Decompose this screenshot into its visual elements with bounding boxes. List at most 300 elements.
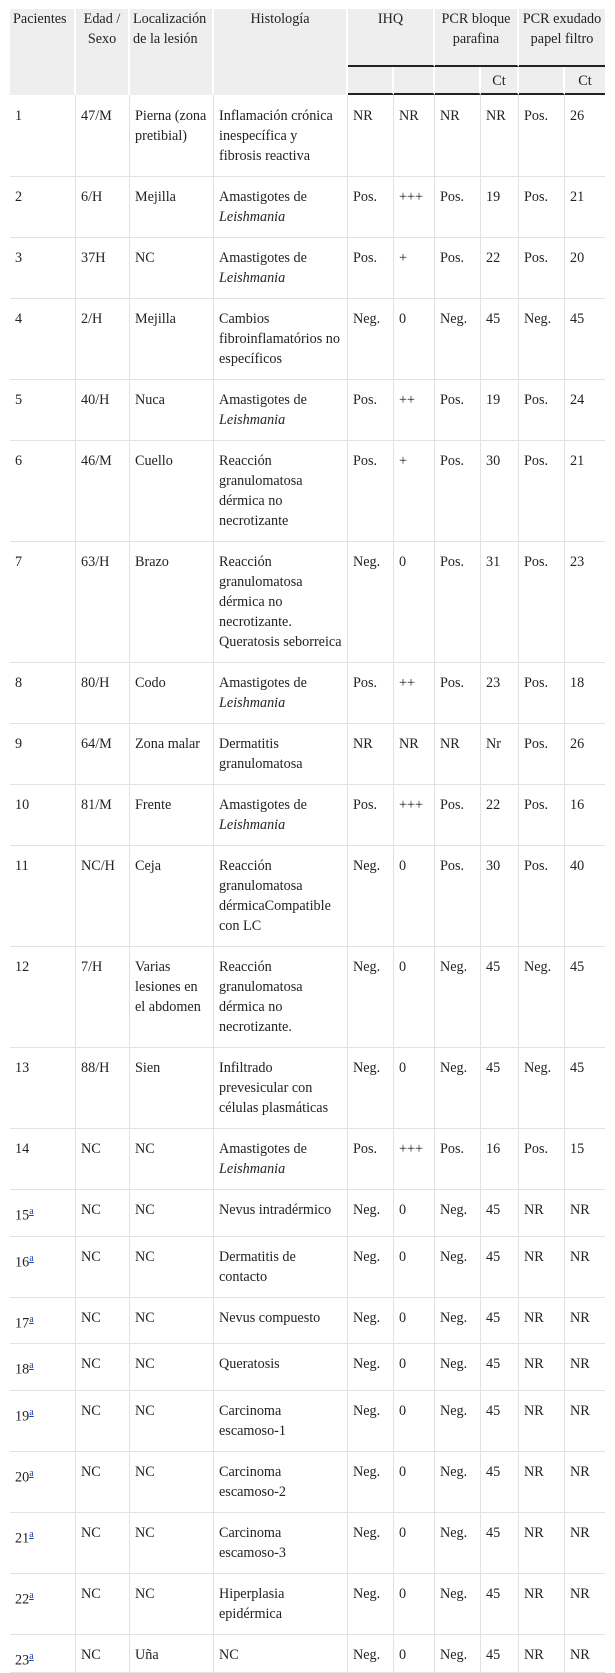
cell-ihq-grado: ++ xyxy=(394,380,435,441)
cell-paciente xyxy=(10,380,76,441)
cell-pcr-parafina: Neg. xyxy=(435,299,481,380)
cell-localizacion: NC xyxy=(130,1574,214,1635)
cell-histologia xyxy=(214,1048,348,1129)
cell-pcr-parafina: NR xyxy=(435,95,481,177)
header-edad-sexo: Edad / Sexo xyxy=(76,9,130,95)
cell-paciente xyxy=(10,441,76,542)
cell-pcr-exudado: Neg. xyxy=(519,947,565,1048)
cell-ct-exudado: NR xyxy=(565,1635,605,1673)
footnote-link[interactable]: a xyxy=(29,1206,34,1217)
table-row xyxy=(10,1298,605,1345)
cell-ihq-grado: 0 xyxy=(394,947,435,1048)
cell-paciente xyxy=(10,95,76,177)
cell-paciente xyxy=(10,785,76,846)
histologia-genus: Leishmania xyxy=(219,695,286,711)
cell-ihq-grado: 0 xyxy=(394,1344,435,1391)
header-pcr-exudado: PCR exudado papel filtro xyxy=(519,9,605,67)
footnote-link[interactable]: a xyxy=(29,1360,34,1372)
cell-ihq: NR xyxy=(348,95,394,177)
cell-edad-sexo: 7/H xyxy=(76,947,130,1048)
cell-pcr-parafina: Neg. xyxy=(435,1190,481,1237)
cell-ct-exudado: 26 xyxy=(565,95,605,177)
cell-ct-parafina: NR xyxy=(481,95,519,177)
cell-histologia xyxy=(214,1298,348,1345)
patient-id: 7 xyxy=(15,554,23,570)
patient-id: 11 xyxy=(15,858,29,874)
cell-ct-parafina: 45 xyxy=(481,1513,519,1574)
cell-ihq-grado: NR xyxy=(394,95,435,177)
cell-pcr-exudado: Pos. xyxy=(519,724,565,785)
cell-ct-exudado: 40 xyxy=(565,846,605,947)
cell-histologia xyxy=(214,1574,348,1635)
cell-histologia xyxy=(214,441,348,542)
cell-ct-parafina: 45 xyxy=(481,1048,519,1129)
cell-ihq: Pos. xyxy=(348,380,394,441)
cell-pcr-exudado: Pos. xyxy=(519,1129,565,1190)
cell-localizacion: NC xyxy=(130,238,214,299)
cell-ct-parafina: 30 xyxy=(481,846,519,947)
cell-ct-parafina: 23 xyxy=(481,663,519,724)
cell-paciente xyxy=(10,1452,76,1513)
footnote-link[interactable]: a xyxy=(29,1529,34,1541)
cell-edad-sexo: 88/H xyxy=(76,1048,130,1129)
cell-localizacion: Uña xyxy=(130,1635,214,1673)
cell-localizacion: Mejilla xyxy=(130,299,214,380)
cell-pcr-parafina: Neg. xyxy=(435,947,481,1048)
histologia-text: Nevus intradérmico xyxy=(219,1202,332,1218)
cell-histologia xyxy=(214,785,348,846)
cell-pcr-parafina: Neg. xyxy=(435,1344,481,1391)
cell-paciente xyxy=(10,1237,76,1298)
cell-ihq-grado: 0 xyxy=(394,1574,435,1635)
cell-ct-parafina: Nr xyxy=(481,724,519,785)
cell-edad-sexo: 2/H xyxy=(76,299,130,380)
cell-ihq: Neg. xyxy=(348,299,394,380)
cell-histologia xyxy=(214,846,348,947)
cell-histologia xyxy=(214,1452,348,1513)
cell-pcr-exudado: Neg. xyxy=(519,299,565,380)
cell-localizacion: Frente xyxy=(130,785,214,846)
cell-ct-parafina: 45 xyxy=(481,299,519,380)
cell-pcr-exudado: NR xyxy=(519,1298,565,1345)
cell-ihq-grado: + xyxy=(394,238,435,299)
patient-id: 6 xyxy=(15,453,23,469)
histologia-text: NC xyxy=(219,1647,239,1664)
histologia-text: Amastigotes de xyxy=(219,189,307,205)
cell-ihq: Pos. xyxy=(348,663,394,724)
cell-edad-sexo: NC xyxy=(76,1129,130,1190)
table-row xyxy=(10,1344,605,1391)
cell-ct-parafina: 45 xyxy=(481,1190,519,1237)
footnote-link[interactable]: a xyxy=(29,1252,34,1264)
cell-pcr-exudado: NR xyxy=(519,1635,565,1673)
cell-ct-parafina: 45 xyxy=(481,1298,519,1345)
footnote-link[interactable]: a xyxy=(29,1590,34,1602)
cell-pcr-parafina: Pos. xyxy=(435,1129,481,1190)
cell-ihq-grado: 0 xyxy=(394,1452,435,1513)
cell-ihq-grado: 0 xyxy=(394,1298,435,1345)
table-header xyxy=(10,9,605,95)
cell-localizacion: Nuca xyxy=(130,380,214,441)
patient-id: 1 xyxy=(15,108,23,124)
cell-pcr-parafina: Pos. xyxy=(435,238,481,299)
histologia-text: Nevus compuesto xyxy=(219,1309,321,1326)
cell-localizacion: NC xyxy=(130,1452,214,1513)
cell-ct-parafina: 45 xyxy=(481,947,519,1048)
histologia-text: Queratosis xyxy=(219,1356,280,1373)
cell-ct-parafina: 45 xyxy=(481,1574,519,1635)
histologia-genus: Leishmania xyxy=(219,270,286,286)
cell-localizacion: NC xyxy=(130,1190,214,1237)
cell-ihq-grado: 0 xyxy=(394,1635,435,1673)
cell-ct-exudado: NR xyxy=(565,1298,605,1345)
cell-pcr-parafina: Pos. xyxy=(435,441,481,542)
cell-ct-exudado: 45 xyxy=(565,947,605,1048)
cell-paciente xyxy=(10,947,76,1048)
cell-histologia xyxy=(214,238,348,299)
cell-ct-exudado: 24 xyxy=(565,380,605,441)
footnote-link[interactable]: a xyxy=(29,1468,34,1480)
table-row xyxy=(10,1635,605,1673)
cell-localizacion: NC xyxy=(130,1237,214,1298)
cell-localizacion: NC xyxy=(130,1129,214,1190)
cell-ihq-grado: 0 xyxy=(394,1190,435,1237)
cell-ct-parafina: 45 xyxy=(481,1391,519,1452)
cell-paciente xyxy=(10,1190,76,1237)
histologia-text: Hiperplasia epidérmica xyxy=(219,1586,285,1623)
cell-ct-parafina: 22 xyxy=(481,238,519,299)
cell-ihq-grado: 0 xyxy=(394,1237,435,1298)
cell-ct-parafina: 19 xyxy=(481,380,519,441)
table-row xyxy=(10,846,605,947)
cell-ct-exudado: 21 xyxy=(565,177,605,238)
histologia-text: Dermatitis granulomatosa xyxy=(219,736,303,772)
cell-ihq-grado: ++ xyxy=(394,663,435,724)
cell-paciente xyxy=(10,238,76,299)
cell-ihq: Neg. xyxy=(348,1452,394,1513)
cell-pcr-parafina: Pos. xyxy=(435,785,481,846)
cell-paciente xyxy=(10,1574,76,1635)
cell-pcr-exudado: Pos. xyxy=(519,785,565,846)
cell-paciente xyxy=(10,663,76,724)
cell-edad-sexo: NC xyxy=(76,1635,130,1673)
table-row xyxy=(10,299,605,380)
patient-id: 5 xyxy=(15,392,23,408)
cell-ct-exudado: 45 xyxy=(565,1048,605,1129)
cell-pcr-parafina: Pos. xyxy=(435,177,481,238)
cell-ct-exudado: NR xyxy=(565,1391,605,1452)
header-pcr-b-sub xyxy=(435,67,481,95)
cell-localizacion: Sien xyxy=(130,1048,214,1129)
table-row xyxy=(10,724,605,785)
cell-pcr-exudado: NR xyxy=(519,1574,565,1635)
cell-ihq-grado: 0 xyxy=(394,1048,435,1129)
cell-paciente xyxy=(10,1513,76,1574)
cell-ihq: Neg. xyxy=(348,1237,394,1298)
patient-id: 22 xyxy=(15,1591,30,1608)
cell-localizacion: Cuello xyxy=(130,441,214,542)
header-ct-exudado: Ct xyxy=(565,67,605,95)
histologia-text: Amastigotes de xyxy=(219,392,307,408)
cell-pcr-exudado: Pos. xyxy=(519,542,565,663)
table-row xyxy=(10,663,605,724)
cell-ihq: Neg. xyxy=(348,542,394,663)
cell-pcr-exudado: Pos. xyxy=(519,95,565,177)
cell-ct-parafina: 19 xyxy=(481,177,519,238)
cell-edad-sexo: 63/H xyxy=(76,542,130,663)
header-ihq-sub xyxy=(348,67,394,95)
cell-edad-sexo: 80/H xyxy=(76,663,130,724)
table-row xyxy=(10,1574,605,1635)
table-row xyxy=(10,1237,605,1298)
patient-id: 4 xyxy=(15,311,23,327)
table-row xyxy=(10,238,605,299)
cell-pcr-parafina: Neg. xyxy=(435,1237,481,1298)
cell-ct-parafina: 30 xyxy=(481,441,519,542)
cell-paciente xyxy=(10,1344,76,1391)
patient-id: 18 xyxy=(15,1362,30,1379)
cell-edad-sexo: NC/H xyxy=(76,846,130,947)
cell-ihq: Pos. xyxy=(348,785,394,846)
cell-localizacion: Pierna (zona pretibial) xyxy=(130,95,214,177)
cell-pcr-exudado: Pos. xyxy=(519,177,565,238)
footnote-link[interactable]: a xyxy=(29,1651,34,1663)
cell-ct-exudado: NR xyxy=(565,1190,605,1237)
table-row xyxy=(10,177,605,238)
cell-edad-sexo: NC xyxy=(76,1237,130,1298)
cell-pcr-parafina: Pos. xyxy=(435,542,481,663)
cell-ct-parafina: 45 xyxy=(481,1452,519,1513)
cell-edad-sexo: NC xyxy=(76,1298,130,1345)
histologia-text: Inflamación crónica inespecífica y fibrosis reactiva xyxy=(219,108,333,164)
cell-paciente xyxy=(10,1391,76,1452)
table-row xyxy=(10,785,605,846)
histologia-genus: Leishmania xyxy=(219,817,286,833)
cell-pcr-exudado: Pos. xyxy=(519,663,565,724)
cell-histologia xyxy=(214,1237,348,1298)
cell-pcr-parafina: Neg. xyxy=(435,1513,481,1574)
cell-ct-exudado: 20 xyxy=(565,238,605,299)
cell-edad-sexo: 40/H xyxy=(76,380,130,441)
cell-ct-exudado: 26 xyxy=(565,724,605,785)
cell-pcr-exudado: NR xyxy=(519,1237,565,1298)
cell-pcr-exudado: NR xyxy=(519,1513,565,1574)
histologia-text: Amastigotes de xyxy=(219,250,307,266)
table-row xyxy=(10,95,605,177)
cell-edad-sexo: 37H xyxy=(76,238,130,299)
cell-ihq: Neg. xyxy=(348,1391,394,1452)
cell-ihq: Neg. xyxy=(348,846,394,947)
histologia-text: Reacción granulomatosa dérmicaCompatible con LC xyxy=(219,858,331,934)
cell-histologia xyxy=(214,299,348,380)
cell-pcr-exudado: Pos. xyxy=(519,380,565,441)
cell-edad-sexo: NC xyxy=(76,1513,130,1574)
cell-pcr-parafina: Pos. xyxy=(435,380,481,441)
cell-ct-exudado: 16 xyxy=(565,785,605,846)
table-row xyxy=(10,380,605,441)
cell-paciente xyxy=(10,724,76,785)
histologia-text: Reacción granulomatosa dérmica no necrotizante. xyxy=(219,959,303,1035)
cell-ihq: Neg. xyxy=(348,1344,394,1391)
cell-ihq-grado: 0 xyxy=(394,1513,435,1574)
cell-localizacion: Ceja xyxy=(130,846,214,947)
cell-ct-exudado: 45 xyxy=(565,299,605,380)
cell-pcr-parafina: Neg. xyxy=(435,1391,481,1452)
cell-ct-exudado: NR xyxy=(565,1513,605,1574)
cell-edad-sexo: NC xyxy=(76,1344,130,1391)
cell-localizacion: Varias lesiones en el abdomen xyxy=(130,947,214,1048)
cell-pcr-exudado: Pos. xyxy=(519,441,565,542)
cell-ihq: Neg. xyxy=(348,1190,394,1237)
cell-pcr-parafina: NR xyxy=(435,724,481,785)
footnote-link[interactable]: a xyxy=(29,1313,34,1325)
histologia-text: Carcinoma escamoso-1 xyxy=(219,1403,286,1440)
cell-localizacion: NC xyxy=(130,1391,214,1452)
cell-histologia xyxy=(214,1344,348,1391)
cell-edad-sexo: 6/H xyxy=(76,177,130,238)
histologia-text: Reacción granulomatosa dérmica no necrotizante xyxy=(219,453,303,529)
cell-ihq-grado: + xyxy=(394,441,435,542)
cell-edad-sexo: 64/M xyxy=(76,724,130,785)
cell-pcr-exudado: Pos. xyxy=(519,846,565,947)
cell-ct-exudado: 15 xyxy=(565,1129,605,1190)
table-row xyxy=(10,441,605,542)
cell-histologia xyxy=(214,1391,348,1452)
table-row xyxy=(10,542,605,663)
cell-pcr-exudado: Neg. xyxy=(519,1048,565,1129)
table-row xyxy=(10,1513,605,1574)
cell-paciente xyxy=(10,299,76,380)
cell-ihq-grado: 0 xyxy=(394,846,435,947)
table-row xyxy=(10,1129,605,1190)
cell-histologia xyxy=(214,724,348,785)
header-ihq-grade-sub xyxy=(394,67,435,95)
cell-edad-sexo: 47/M xyxy=(76,95,130,177)
table-body xyxy=(10,95,605,1673)
cell-ct-parafina: 45 xyxy=(481,1237,519,1298)
cell-ihq-grado: +++ xyxy=(394,177,435,238)
cell-edad-sexo: NC xyxy=(76,1452,130,1513)
cell-paciente xyxy=(10,1635,76,1673)
cell-histologia xyxy=(214,1635,348,1673)
histologia-genus: Leishmania xyxy=(219,412,286,428)
cell-ihq: Neg. xyxy=(348,1513,394,1574)
cell-ihq: Pos. xyxy=(348,1129,394,1190)
patient-id: 9 xyxy=(15,736,23,752)
histologia-genus: Leishmania xyxy=(219,209,286,225)
histologia-genus: Leishmania xyxy=(219,1161,286,1177)
patient-id: 20 xyxy=(15,1469,30,1486)
cell-histologia xyxy=(214,177,348,238)
cell-paciente xyxy=(10,846,76,947)
histologia-text: Amastigotes de xyxy=(219,797,307,813)
histologia-text: Dermatitis de contacto xyxy=(219,1248,296,1285)
cell-ct-parafina: 16 xyxy=(481,1129,519,1190)
cell-localizacion: Mejilla xyxy=(130,177,214,238)
table-row xyxy=(10,947,605,1048)
patient-id: 19 xyxy=(15,1408,30,1425)
cell-pcr-parafina: Neg. xyxy=(435,1574,481,1635)
header-pcr-parafina: PCR bloque parafina xyxy=(435,9,519,67)
table-row xyxy=(10,1190,605,1237)
cell-localizacion: Zona malar xyxy=(130,724,214,785)
cell-histologia xyxy=(214,947,348,1048)
cell-ihq: Pos. xyxy=(348,177,394,238)
histologia-text: Amastigotes de xyxy=(219,675,307,691)
cell-ct-parafina: 45 xyxy=(481,1344,519,1391)
patient-id: 15 xyxy=(15,1207,30,1224)
cell-histologia xyxy=(214,542,348,663)
cell-ct-exudado: NR xyxy=(565,1452,605,1513)
patient-id: 17 xyxy=(15,1315,30,1332)
header-localizacion: Localización de la lesión xyxy=(130,9,214,95)
cell-ihq: Neg. xyxy=(348,1635,394,1673)
cell-ihq: NR xyxy=(348,724,394,785)
cell-paciente xyxy=(10,1048,76,1129)
table-row xyxy=(10,1048,605,1129)
histologia-text: Infiltrado prevesicular con células plasmáticas xyxy=(219,1060,329,1116)
patient-id: 23 xyxy=(15,1652,30,1669)
cell-pcr-parafina: Pos. xyxy=(435,846,481,947)
cell-localizacion: NC xyxy=(130,1298,214,1345)
cell-edad-sexo: NC xyxy=(76,1190,130,1237)
cell-ct-parafina: 45 xyxy=(481,1635,519,1673)
histologia-text: Carcinoma escamoso-3 xyxy=(219,1525,286,1562)
footnote-link[interactable]: a xyxy=(29,1407,34,1419)
cell-histologia xyxy=(214,1129,348,1190)
patient-id: 12 xyxy=(15,959,30,975)
cell-localizacion: Codo xyxy=(130,663,214,724)
cell-pcr-exudado: NR xyxy=(519,1452,565,1513)
cell-paciente xyxy=(10,542,76,663)
cell-ihq: Neg. xyxy=(348,1298,394,1345)
cell-pcr-parafina: Neg. xyxy=(435,1452,481,1513)
cell-ct-exudado: 18 xyxy=(565,663,605,724)
cell-paciente xyxy=(10,177,76,238)
cell-localizacion: NC xyxy=(130,1344,214,1391)
header-histologia: Histología xyxy=(214,9,348,95)
patient-id: 2 xyxy=(15,189,23,205)
cell-pcr-exudado: Pos. xyxy=(519,238,565,299)
histologia-text: Cambios fibroinflamatórios no específicos xyxy=(219,311,340,367)
cell-pcr-parafina: Neg. xyxy=(435,1298,481,1345)
cell-ct-exudado: NR xyxy=(565,1574,605,1635)
results-table xyxy=(10,9,605,1673)
cell-ct-exudado: 21 xyxy=(565,441,605,542)
cell-ihq: Pos. xyxy=(348,441,394,542)
cell-histologia xyxy=(214,663,348,724)
cell-ihq-grado: 0 xyxy=(394,299,435,380)
histologia-text: Carcinoma escamoso-2 xyxy=(219,1464,286,1501)
cell-paciente xyxy=(10,1298,76,1345)
cell-pcr-parafina: Neg. xyxy=(435,1048,481,1129)
header-pcr-e-sub xyxy=(519,67,565,95)
table-row xyxy=(10,1452,605,1513)
cell-ihq-grado: NR xyxy=(394,724,435,785)
cell-localizacion: Brazo xyxy=(130,542,214,663)
cell-ihq-grado: +++ xyxy=(394,785,435,846)
header-pacientes: Pacientes xyxy=(10,9,76,95)
cell-pcr-exudado: NR xyxy=(519,1391,565,1452)
cell-histologia xyxy=(214,1513,348,1574)
patient-id: 8 xyxy=(15,675,23,691)
cell-ihq: Pos. xyxy=(348,238,394,299)
header-ihq: IHQ xyxy=(348,9,435,67)
cell-pcr-parafina: Neg. xyxy=(435,1635,481,1673)
cell-edad-sexo: 81/M xyxy=(76,785,130,846)
cell-ihq-grado: +++ xyxy=(394,1129,435,1190)
cell-edad-sexo: 46/M xyxy=(76,441,130,542)
